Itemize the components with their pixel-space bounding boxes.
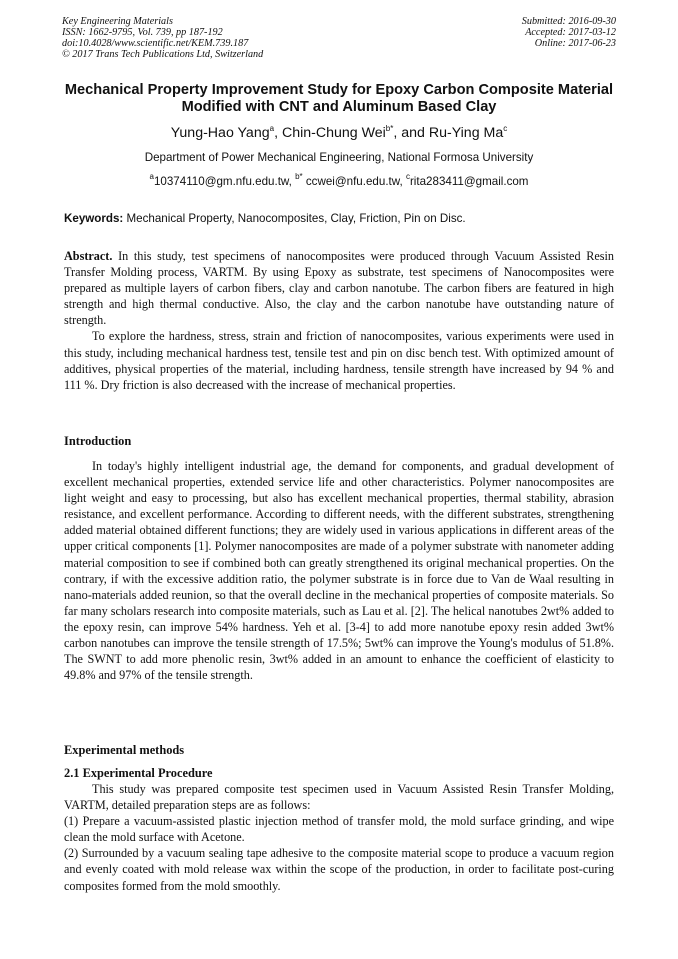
- author-name: Yung-Hao Yang: [170, 125, 270, 141]
- email-marker: b*: [295, 172, 303, 181]
- journal-copyright: © 2017 Trans Tech Publications Ltd, Switzerland: [62, 49, 264, 60]
- affiliation: Department of Power Mechanical Engineering, National Formosa University: [144, 151, 534, 164]
- email-address: ccwei@nfu.edu.tw,: [302, 175, 406, 188]
- abstract: [64, 248, 614, 393]
- author-marker: a: [269, 124, 275, 133]
- author-marker: b*: [385, 124, 394, 133]
- journal-name: Key Engineering Materials: [62, 16, 173, 27]
- section-heading: Introduction: [64, 434, 132, 448]
- methods-paragraph: This study was prepared composite test specimen used in Vacuum Assisted Resin Transfer Molding, VARTM, detailed preparation steps are as follows:: [64, 782, 614, 813]
- author-name: Ru-Ying Ma: [428, 125, 504, 141]
- methods-step: (1) Prepare a vacuum-assisted plastic injection method of transfer mold, the mold surface grinding, and wipe clean the mold surface with Acetone.: [64, 814, 614, 845]
- author-separator: ,: [274, 125, 282, 141]
- email-address: 10374110@gm.nfu.edu.tw,: [153, 175, 296, 188]
- date-online: Online: 2017-06-23: [534, 38, 616, 49]
- author-marker: c: [503, 124, 508, 133]
- abstract-label: Abstract.: [64, 249, 113, 263]
- paper-title: Mechanical Property Improvement Study for Epoxy Carbon Composite Material Modified with CNT and Aluminum Based Clay: [64, 82, 614, 115]
- publication-dates: [522, 16, 616, 49]
- author-separator: , and: [393, 125, 429, 141]
- author-name: Chin-Chung Wei: [281, 125, 386, 141]
- journal-issn: ISSN: 1662-9795, Vol. 739, pp 187-192: [62, 27, 223, 38]
- email-address: rita283411@gmail.com: [409, 175, 529, 188]
- subsection-heading: 2.1 Experimental Procedure: [64, 766, 213, 780]
- keywords: [64, 212, 616, 225]
- email-list: [40, 172, 638, 188]
- keywords-text: Mechanical Property, Nanocomposites, Clay, Friction, Pin on Disc.: [123, 212, 466, 225]
- date-accepted: Accepted: 2017-03-12: [525, 27, 616, 38]
- date-submitted: Submitted: 2016-09-30: [521, 16, 616, 27]
- abstract-paragraph: To explore the hardness, stress, strain and friction of nanocomposites, various experiments were used in this study, including mechanical hardness test, tensile test and pin on disc bench test. With optimized amount of additives, physical properties of the material, including hardness, tensile strength have increased by 94 % and 111 %. Dry friction is also decreased with the increase of mechanical properties.: [64, 329, 614, 392]
- introduction-body: [64, 458, 614, 683]
- methods-body: [64, 781, 614, 894]
- email-marker: c: [405, 172, 410, 181]
- methods-step: (2) Surrounded by a vacuum sealing tape adhesive to the composite material scope to produce a vacuum region and evenly coated with mold release wax within the scope of the production, in order to facilitate post-curing composites formed from the mold smoothly.: [64, 846, 614, 893]
- introduction-paragraph: In today's highly intelligent industrial age, the demand for components, and gradual development of excellent mechanical properties, extended service life and other characteristics. Polymer nanocomposites are light weight and easy to processing, but also has excellent mechanical properties, thermal stability, abrasion resistance, and excellent performance. According to different needs, with the different substrates, strengthening added material obtained different functions; they are widely used in various applications in different areas of the upper critical components [1]. Polymer nanocomposites are made of a polymer substrate with nanometer adding material composition to see if combined both can greatly strengthened its original mechanical properties. On the contrary, if with the excessive addition ratio, the polymer substrate is in force due to Van de Waal resulting in nano-materials added reunion, so that the overall decline in the mechanical properties of composite materials. So far many scholars research into composite materials, such as Lau et al. [2]. The helical nanotubes 2wt% added to the epoxy resin, can improve 54% hardness. Yeh et al. [3-4] to add more nanotube epoxy resin added 3wt% carbon nanotubes can improve the tensile strength of 17.5%; 5wt% can improve the Young's modulus of 51.8%. The SWNT to add more phenolic resin, 3wt% added in an amount to enhance the coefficient of elasticity to 49.8% and 97% of the tensile strength.: [64, 459, 614, 683]
- section-heading: Experimental methods: [64, 743, 185, 757]
- journal-doi: doi:10.4028/www.scientific.net/KEM.739.187: [62, 38, 249, 49]
- abstract-paragraph: In this study, test specimens of nanocomposites were produced through Vacuum Assisted Resin Transfer Molding process, VARTM. By using Epoxy as substrate, test specimens of Nanocomposites were prepared as multiple layers of carbon fibers, clay and carbon nanotube. The carbon fibers are featured in high strength and high thermal conductive. Also, the clay and the carbon nanotube have outstanding nature of strength.: [64, 249, 614, 328]
- keywords-label: Keywords:: [64, 212, 124, 225]
- email-marker: a: [149, 172, 154, 181]
- author-list: [40, 124, 638, 142]
- journal-info: [62, 16, 263, 60]
